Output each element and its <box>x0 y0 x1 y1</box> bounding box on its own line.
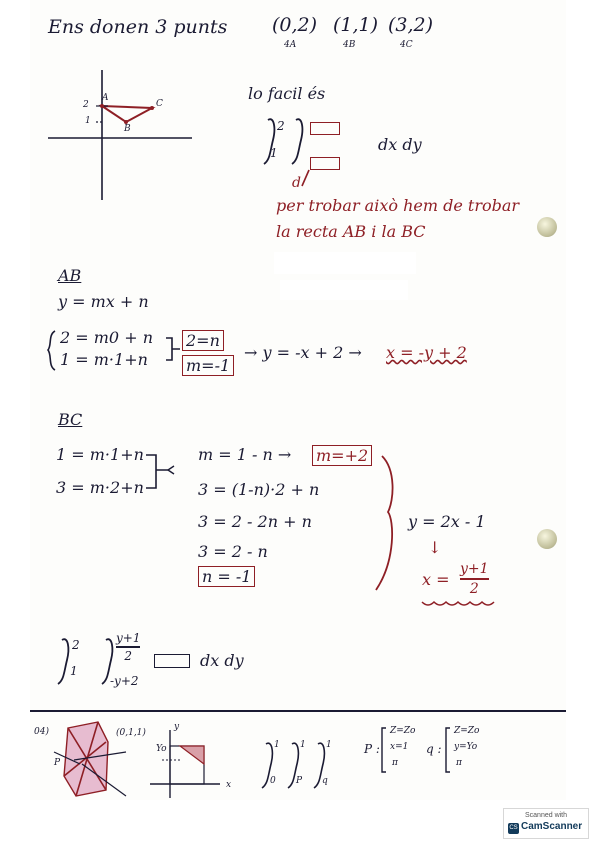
sketch-label-a: A <box>102 93 109 103</box>
q-system-line-3: π <box>456 758 462 768</box>
int-c-lo: q <box>322 776 328 786</box>
scanned-page <box>30 0 566 800</box>
int-a-hi: 1 <box>274 740 280 750</box>
ab-eq-2: 1 = m·1+n <box>60 350 148 369</box>
final-inner-lower: -y+2 <box>110 674 139 688</box>
bc-step-3: 3 = 2 - 2n + n <box>198 512 312 531</box>
q-system-line-1: Z=Zo <box>454 726 480 736</box>
int-b-hi: 1 <box>300 740 306 750</box>
y-axis-label: y <box>174 722 180 732</box>
sketch-y2: 2 <box>83 100 89 110</box>
sketch-label-c: C <box>156 99 163 109</box>
int-top-lo: 1 <box>270 146 278 160</box>
bc-eq-1: 1 = m·1+n <box>56 445 144 464</box>
p-system-label: P : <box>364 742 380 756</box>
ab-general-form: y = mx + n <box>58 292 149 311</box>
camscanner-logo-icon: CS <box>508 823 519 834</box>
note-line-2: la recta AB i la BC <box>276 222 426 241</box>
note-line-1: per trobar això hem de trobar <box>276 196 520 215</box>
punch-hole-top <box>537 217 557 237</box>
ab-inverse: x = -y + 2 <box>386 343 467 362</box>
label-c: 4C <box>400 40 413 50</box>
ab-eq-1: 2 = m0 + n <box>60 328 153 347</box>
point-b: (1,1) <box>333 14 379 36</box>
label-a: 4A <box>284 40 297 50</box>
bc-x-denominator: 2 <box>469 580 479 597</box>
x-axis-label: x <box>226 780 232 790</box>
cube-point-label: (0,1,1) <box>116 728 146 738</box>
bc-down-arrow: ↓ <box>428 538 442 557</box>
system-braces <box>30 0 566 800</box>
y0-label: Yo <box>156 744 167 754</box>
bc-step-4: 3 = 2 - n <box>198 542 268 561</box>
ab-line-equation: → y = -x + 2 → <box>244 343 362 362</box>
badge-scanned-text: Scanned with <box>524 812 568 819</box>
cube-p-label: P <box>54 758 61 768</box>
final-int-hi: 2 <box>72 638 80 652</box>
sketch-label-b: B <box>124 124 131 134</box>
ab-box-n: 2=n <box>182 330 224 351</box>
int-b-lo: P <box>296 776 303 786</box>
q-system-label: q : <box>426 742 442 756</box>
dxdy-top: dx dy <box>378 135 422 154</box>
margin-mark: d <box>292 175 301 191</box>
sketch-y1: 1 <box>85 116 91 126</box>
final-upper-num: y+1 <box>116 631 141 645</box>
ab-box-m: m=-1 <box>182 355 234 376</box>
bc-step-2: 3 = (1-n)·2 + n <box>198 480 320 499</box>
bc-x-lhs: x = <box>422 570 450 589</box>
p-system-line-1: Z=Zo <box>390 726 416 736</box>
p-system-line-3: π <box>392 758 398 768</box>
q-system-line-2: y=Yo <box>454 742 478 752</box>
lo-facil-text: lo facil és <box>248 84 326 103</box>
bc-box-m: m=+2 <box>312 445 372 466</box>
int-top-hi: 2 <box>277 119 285 133</box>
final-int-lo: 1 <box>70 664 78 678</box>
final-upper-den: 2 <box>124 648 133 663</box>
punch-hole-bottom <box>537 529 557 549</box>
int-c-hi: 1 <box>326 740 332 750</box>
intro-text: Ens donen 3 punts <box>48 16 228 38</box>
bc-eq-2: 3 = m·2+n <box>56 478 144 497</box>
point-a: (0,2) <box>272 14 318 36</box>
badge-brand-text: CamScanner <box>521 821 583 832</box>
bc-x-numerator: y+1 <box>460 561 489 577</box>
bc-line-equation: y = 2x - 1 <box>408 512 486 531</box>
ab-heading: AB <box>58 266 82 285</box>
label-b: 4B <box>343 40 356 50</box>
bc-box-n: n = -1 <box>198 566 255 587</box>
exercise-label: 04) <box>34 727 49 737</box>
p-system-line-2: x=1 <box>390 742 409 752</box>
int-a-lo: 0 <box>270 776 276 786</box>
camscanner-badge <box>503 808 589 839</box>
bc-heading: BC <box>58 410 83 429</box>
point-c: (3,2) <box>388 14 434 36</box>
bc-step-1: m = 1 - n → <box>198 445 292 464</box>
final-dxdy: dx dy <box>200 651 244 670</box>
